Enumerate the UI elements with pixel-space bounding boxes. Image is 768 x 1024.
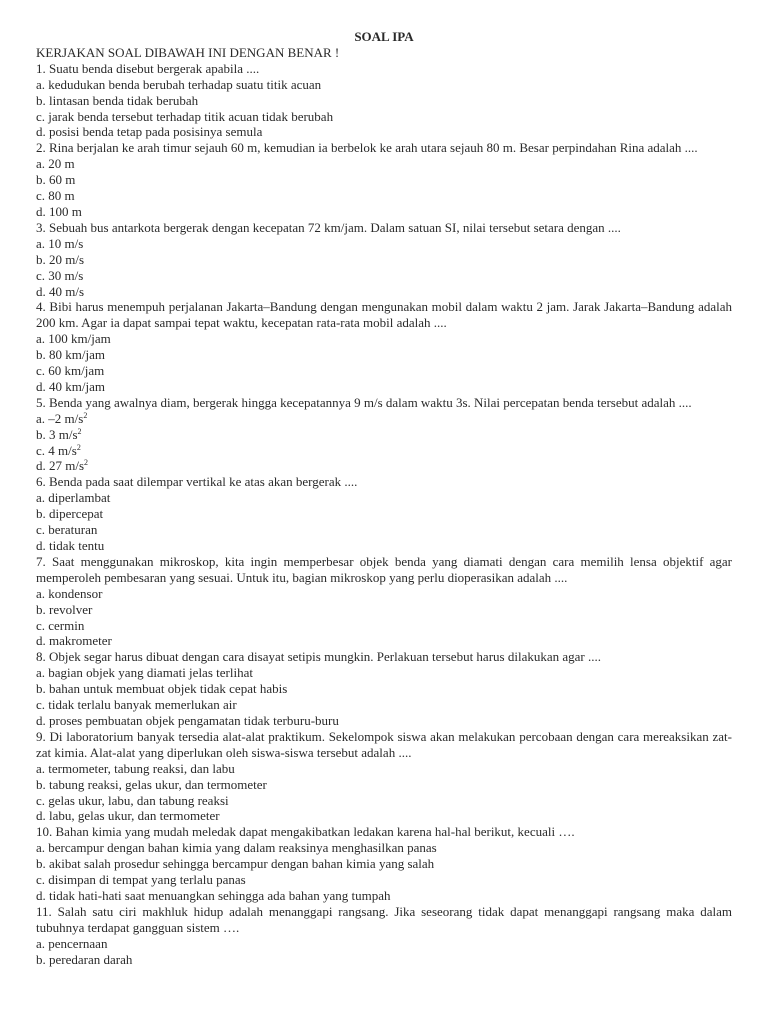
question-text: 5. Benda yang awalnya diam, bergerak hingga kecepatannya 9 m/s dalam waktu 3s. Nilai percepatan benda tersebut adalah .... bbox=[36, 394, 692, 410]
option-b: b. akibat salah prosedur sehingga bercampur dengan bahan kimia yang salah bbox=[36, 856, 435, 872]
question-11 bbox=[36, 904, 732, 968]
option-c bbox=[36, 443, 732, 459]
option-c: c. cermin bbox=[36, 617, 85, 633]
question-text: 8. Objek segar harus dibuat dengan cara disayat setipis mungkin. Perlakuan tersebut harus dilakukan agar .... bbox=[36, 649, 601, 665]
option-c: c. gelas ukur, labu, dan tabung reaksi bbox=[36, 792, 229, 808]
option-c: c. 30 m/s bbox=[36, 267, 84, 283]
option-b: b. dipercepat bbox=[36, 506, 104, 522]
option-c: c. beraturan bbox=[36, 522, 98, 538]
option-b: b. peredaran darah bbox=[36, 951, 133, 967]
option-b: b. revolver bbox=[36, 601, 93, 617]
option-d: d. tidak tentu bbox=[36, 538, 105, 553]
option-a: a. diperlambat bbox=[36, 490, 111, 506]
option-text: c. 4 m/s bbox=[36, 442, 77, 458]
option-a: a. 100 km/jam bbox=[36, 331, 111, 347]
question-text: 3. Sebuah bus antarkota bergerak dengan kecepatan 72 km/jam. Dalam satuan SI, nilai tersebut setara dengan .... bbox=[36, 219, 621, 235]
option-text: a. –2 m/s bbox=[36, 410, 84, 426]
option-a: a. kondensor bbox=[36, 585, 103, 601]
superscript: 2 bbox=[84, 458, 89, 468]
question-text: 10. Bahan kimia yang mudah meledak dapat mengakibatkan ledakan karena hal-hal berikut, kecuali …. bbox=[36, 824, 575, 840]
question-2 bbox=[36, 140, 732, 220]
option-a: a. termometer, tabung reaksi, dan labu bbox=[36, 760, 235, 776]
question-8 bbox=[36, 649, 732, 729]
option-c: c. jarak benda tersebut terhadap titik acuan tidak berubah bbox=[36, 108, 334, 124]
option-c: c. 60 km/jam bbox=[36, 363, 105, 379]
option-c: c. tidak terlalu banyak memerlukan air bbox=[36, 697, 237, 713]
option-b: b. bahan untuk membuat objek tidak cepat habis bbox=[36, 681, 288, 697]
superscript: 2 bbox=[77, 426, 82, 436]
option-a bbox=[36, 411, 732, 427]
option-a: a. 10 m/s bbox=[36, 235, 84, 251]
option-d: d. labu, gelas ukur, dan termometer bbox=[36, 808, 220, 824]
question-text: 9. Di laboratorium banyak tersedia alat-alat praktikum. Sekelompok siswa akan melakukan percobaan dengan cara mereaksikan zat-zat kimia. Alat-alat yang diperlukan oleh siswa-siswa tersebut adalah .... bbox=[36, 728, 732, 760]
option-b: b. tabung reaksi, gelas ukur, dan termometer bbox=[36, 776, 267, 792]
option-a: a. kedudukan benda berubah terhadap suatu titik acuan bbox=[36, 76, 322, 92]
question-text: 2. Rina berjalan ke arah timur sejauh 60 m, kemudian ia berbelok ke arah utara sejauh 80 m. Besar perpindahan Rina adalah .... bbox=[36, 140, 698, 156]
option-text: d. 27 m/s bbox=[36, 458, 85, 474]
option-d: d. posisi benda tetap pada posisinya semula bbox=[36, 124, 263, 140]
question-6 bbox=[36, 474, 732, 554]
option-b: b. lintasan benda tidak berubah bbox=[36, 92, 199, 108]
option-a: a. pencernaan bbox=[36, 935, 108, 951]
option-d: d. makrometer bbox=[36, 633, 112, 649]
option-d bbox=[36, 458, 732, 474]
question-3 bbox=[36, 220, 732, 300]
document-title: SOAL IPA bbox=[354, 29, 414, 44]
option-c: c. disimpan di tempat yang terlalu panas bbox=[36, 872, 246, 888]
question-text: 11. Salah satu ciri makhluk hidup adalah menanggapi rangsang. Jika seseorang tidak dapat menanggapi rangsang maka dalam tubuhnya terdapat gangguan sistem …. bbox=[36, 903, 732, 935]
instruction: KERJAKAN SOAL DIBAWAH INI DENGAN BENAR ! bbox=[36, 44, 340, 60]
question-text: 4. Bibi harus menempuh perjalanan Jakarta–Bandung dengan mengunakan mobil dalam waktu 2 jam. Jarak Jakarta–Bandung adalah 200 km. Agar ia dapat sampai tepat waktu, kecepatan rata-rata mobil adalah .... bbox=[36, 299, 732, 331]
option-b: b. 20 m/s bbox=[36, 251, 85, 267]
option-text: b. 3 m/s bbox=[36, 426, 78, 442]
option-b bbox=[36, 427, 732, 443]
option-c: c. 80 m bbox=[36, 188, 75, 204]
question-text: 1. Suatu benda disebut bergerak apabila .... bbox=[36, 60, 260, 76]
question-text: 6. Benda pada saat dilempar vertikal ke atas akan bergerak .... bbox=[36, 474, 358, 490]
option-b: b. 60 m bbox=[36, 172, 76, 188]
question-9 bbox=[36, 729, 732, 824]
option-d: d. tidak hati-hati saat menuangkan sehingga ada bahan yang tumpah bbox=[36, 887, 391, 903]
question-text: 7. Saat menggunakan mikroskop, kita ingin memperbesar objek benda yang diamati dengan cara memilih lensa objektif agar memperoleh pembesaran yang sesuai. Untuk itu, bagian mikroskop yang perlu dioperasikan adalah .... bbox=[36, 553, 732, 585]
question-1 bbox=[36, 61, 732, 141]
option-a: a. 20 m bbox=[36, 156, 75, 172]
question-7 bbox=[36, 554, 732, 649]
question-4 bbox=[36, 299, 732, 394]
option-d: d. proses pembuatan objek pengamatan tidak terburu-buru bbox=[36, 712, 339, 728]
option-a: a. bercampur dengan bahan kimia yang dalam reaksinya menghasilkan panas bbox=[36, 840, 437, 856]
option-d: d. 40 km/jam bbox=[36, 378, 105, 394]
superscript: 2 bbox=[83, 410, 88, 420]
superscript: 2 bbox=[76, 442, 81, 452]
option-d: d. 100 m bbox=[36, 203, 82, 219]
option-a: a. bagian objek yang diamati jelas terlihat bbox=[36, 665, 253, 681]
question-10 bbox=[36, 824, 732, 904]
option-b: b. 80 km/jam bbox=[36, 347, 105, 363]
question-5 bbox=[36, 395, 732, 475]
option-d: d. 40 m/s bbox=[36, 283, 85, 299]
